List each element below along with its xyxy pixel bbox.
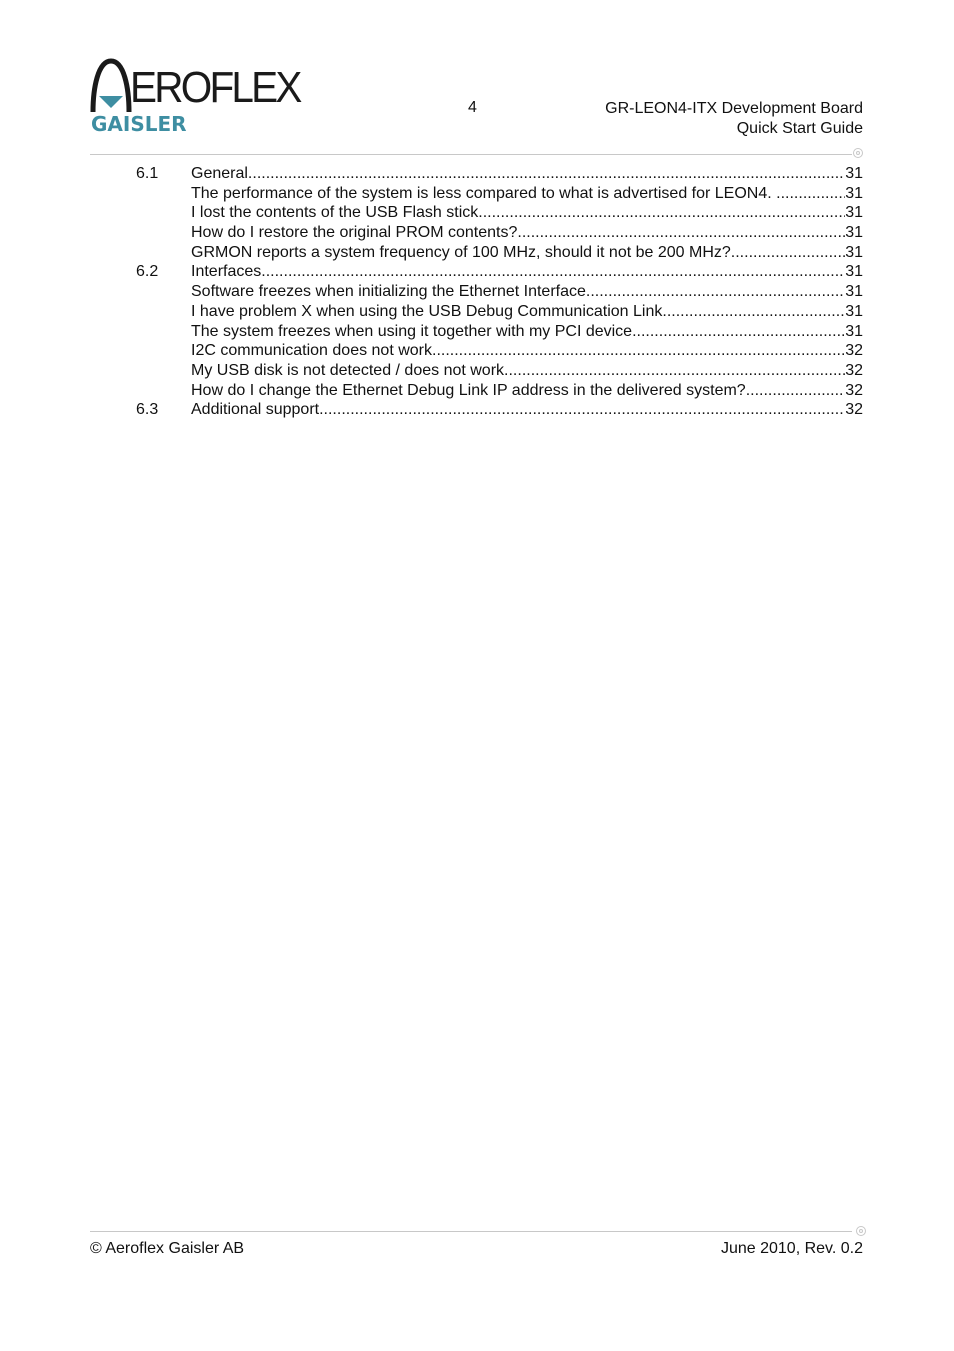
toc-entry[interactable] — [136, 361, 863, 381]
toc-page-number: 31 — [845, 165, 863, 182]
toc-page-number: 31 — [845, 224, 863, 242]
logo-mark — [90, 58, 305, 114]
toc-title: The system freezes when using it together with my PCI device — [191, 322, 633, 340]
toc-title: I have problem X when using the USB Debug Communication Link — [191, 302, 663, 320]
toc-title: I lost the contents of the USB Flash stick — [191, 204, 479, 222]
toc-title: Additional support — [191, 401, 320, 419]
toc-entry-line — [191, 243, 863, 263]
toc-title: How do I restore the original PROM contents? — [191, 224, 518, 242]
toc-title: Software freezes when initializing the Ethernet Interface — [191, 283, 586, 301]
toc-entry-line — [191, 164, 863, 184]
toc-entry[interactable] — [136, 381, 863, 401]
toc-title: My USB disk is not detected / does not work — [191, 361, 505, 379]
toc-entry-line — [191, 282, 863, 302]
document-title — [605, 99, 863, 139]
toc-page-number: 32 — [845, 342, 863, 360]
toc-page-number: 31 — [845, 184, 863, 202]
document-title-line1: GR-LEON4-ITX Development Board — [605, 100, 863, 117]
toc-entry[interactable] — [136, 400, 863, 420]
toc-entry[interactable] — [136, 262, 863, 282]
toc-page-number: 31 — [845, 283, 863, 301]
toc-entry[interactable] — [136, 184, 863, 204]
toc-entry[interactable] — [136, 341, 863, 361]
toc-section-number: 6.1 — [136, 165, 159, 182]
toc-entry[interactable] — [136, 322, 863, 342]
document-title-line2: Quick Start Guide — [736, 120, 863, 137]
toc-dot-leader — [478, 203, 845, 223]
table-of-contents — [136, 164, 863, 420]
logo-subtitle: GAISLER — [91, 112, 187, 136]
toc-entry-line — [191, 361, 863, 381]
toc-entry[interactable] — [136, 203, 863, 223]
toc-dot-leader — [261, 262, 845, 282]
page-number: 4 — [468, 99, 477, 116]
logo-a-arch-icon — [90, 58, 132, 112]
toc-title: The performance of the system is less compared to what is advertised for LEON4. — [191, 184, 777, 202]
toc-page-number: 31 — [845, 243, 863, 261]
toc-title: General — [191, 165, 248, 182]
toc-title: Interfaces — [191, 263, 262, 281]
logo-wordmark: EROFLEX — [130, 63, 300, 112]
toc-entry[interactable] — [136, 223, 863, 243]
toc-dot-leader — [586, 282, 845, 302]
toc-entry-line — [191, 223, 863, 243]
toc-entry[interactable] — [136, 164, 863, 184]
toc-dot-leader — [776, 184, 845, 204]
toc-page-number: 31 — [845, 302, 863, 320]
toc-dot-leader — [319, 400, 845, 420]
toc-dot-leader — [662, 302, 845, 322]
toc-page-number: 31 — [845, 204, 863, 222]
footer-revision: June 2010, Rev. 0.2 — [720, 1240, 863, 1257]
toc-entry-line — [191, 203, 863, 223]
footer-divider-end-icon — [856, 1226, 866, 1236]
toc-entry-line — [191, 322, 863, 342]
header-divider — [90, 154, 852, 155]
toc-page-number: 32 — [845, 361, 863, 379]
toc-dot-leader — [432, 341, 845, 361]
toc-page-number: 32 — [845, 381, 863, 399]
toc-entry[interactable] — [136, 243, 863, 263]
toc-section-number: 6.2 — [136, 263, 159, 281]
toc-dot-leader — [632, 322, 845, 342]
toc-entry[interactable] — [136, 282, 863, 302]
toc-entry-line — [191, 341, 863, 361]
toc-page-number: 32 — [845, 401, 863, 419]
toc-dot-leader — [517, 223, 845, 243]
toc-section-number: 6.3 — [136, 401, 159, 419]
toc-dot-leader — [731, 243, 845, 263]
footer-copyright: © Aeroflex Gaisler AB — [90, 1240, 245, 1257]
toc-entry-line — [191, 381, 863, 401]
toc-entry-line — [191, 302, 863, 322]
footer-divider — [90, 1231, 852, 1232]
toc-title: I2C communication does not work — [191, 342, 432, 360]
toc-entry-line — [191, 184, 863, 204]
toc-title: How do I change the Ethernet Debug Link IP address in the delivered system? — [191, 381, 746, 399]
toc-title: GRMON reports a system frequency of 100 MHz, should it not be 200 MHz? — [191, 243, 731, 261]
toc-entry-line — [191, 262, 863, 282]
toc-page-number: 31 — [845, 263, 863, 281]
toc-page-number: 31 — [845, 322, 863, 340]
header-divider-end-icon — [853, 148, 863, 158]
toc-dot-leader — [746, 381, 846, 401]
toc-dot-leader — [504, 361, 845, 381]
toc-dot-leader — [248, 164, 845, 184]
toc-entry[interactable] — [136, 302, 863, 322]
toc-entry-line — [191, 400, 863, 420]
company-logo — [90, 58, 305, 138]
